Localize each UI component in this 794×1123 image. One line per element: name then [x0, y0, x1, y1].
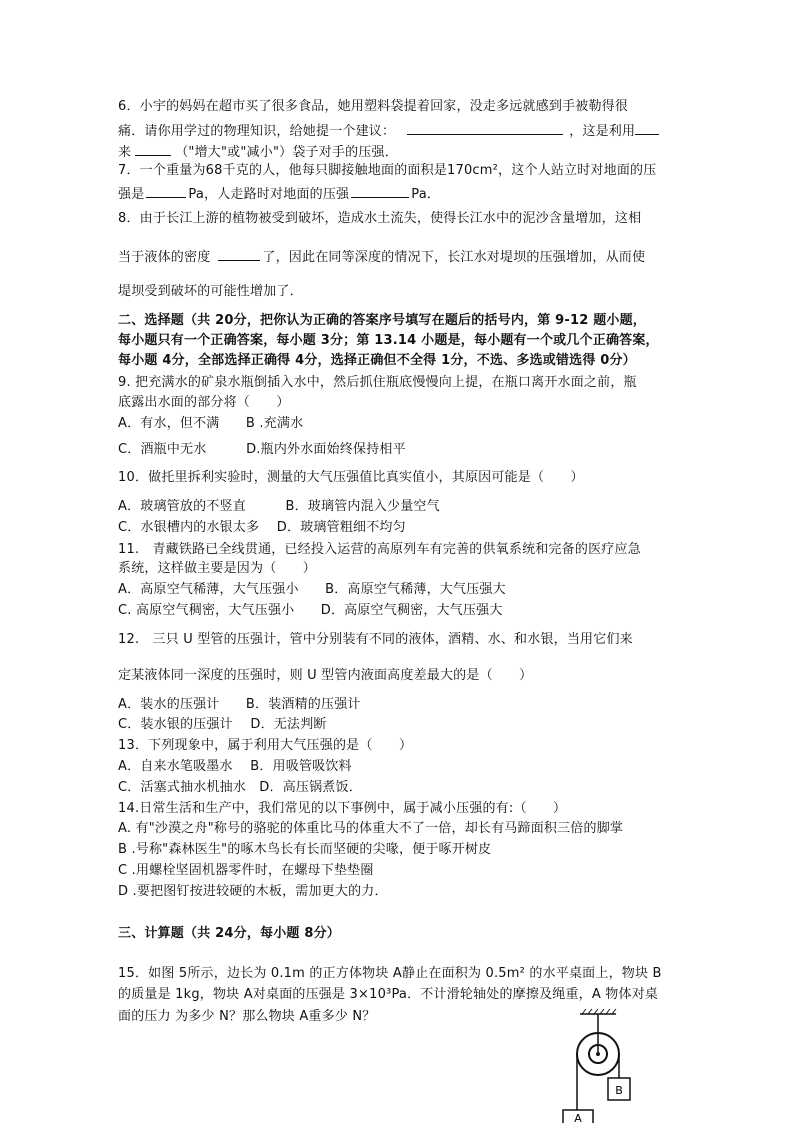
q9-options [118, 415, 688, 433]
q11-stem [118, 541, 688, 559]
q14-option: C .用螺栓坚固机器零件时，在螺母下垫垫圈 [118, 863, 374, 878]
block-a-label: A [574, 1112, 582, 1123]
q13-option: C．活塞式抽水机抽水 D．高压锅煮饭． [118, 780, 362, 795]
q14-stem [118, 800, 688, 818]
answer-blank[interactable] [218, 246, 260, 261]
section2-heading: 每小题只有一个正确答案，每小题 3分；第 13.14 小题是，每小题有一个或几个正确答案， [118, 333, 659, 348]
q8-text: 当于液体的密度 [118, 250, 211, 265]
q14-option-a [118, 820, 688, 838]
q7-text: Pa． [411, 187, 441, 202]
q14-option: B .号称"森林医生"的啄木鸟长有长而坚硬的尖喙，便于啄开树皮 [118, 842, 492, 857]
q10-options [118, 519, 688, 537]
q12-stem [118, 631, 688, 649]
q8-line-2 [118, 246, 688, 267]
q7-line-1 [118, 162, 688, 180]
q15-text: 面的压力 为多少 N？那么物块 A重多少 N？ [118, 1009, 376, 1024]
section3-title: 三、计算题（共 24分，每小题 8分） [118, 926, 340, 941]
q8-text: 了，因此在同等深度的情况下，长江水对堤坝的压强增加，从而使 [262, 250, 646, 265]
q7-text: Pa，人走路时对地面的压强 [188, 187, 350, 202]
answer-blank[interactable] [351, 183, 409, 198]
q6-text: ，这是利用 [569, 124, 636, 139]
q6-text: 来 [118, 145, 132, 160]
q14-option: D .要把图钉按进较硬的木板，需加更大的力． [118, 884, 388, 899]
q6-text: （"增大"或"减小"）袋子对手的压强． [175, 145, 398, 160]
q9-stem [118, 394, 688, 412]
answer-blank[interactable] [407, 120, 563, 135]
q9-text: 9. 把充满水的矿泉水瓶倒插入水中，然后抓住瓶底慢慢向上提，在瓶口离开水面之前，瓶 [118, 375, 637, 390]
q12-text: 12. 三只 U 型管的压强计，管中分别装有不同的液体，酒精、水、和水银，当用它们来 [118, 632, 633, 647]
q12-option: A．装水的压强计 B．装酒精的压强计 [118, 697, 361, 712]
q10-option: A．玻璃管放的不竖直 B．玻璃管内混入少量空气 [118, 499, 440, 514]
q13-stem [118, 737, 688, 755]
q12-option: C．装水银的压强计 D．无法判断 [118, 717, 327, 732]
q6-text: 痛．请你用学过的物理知识，给她提一个建议： [118, 124, 396, 139]
pulley-axle [596, 1052, 600, 1056]
q6-text: 6．小宇的妈妈在超市买了很多食品，她用塑料袋提着回家，没走多远就感到手被勒得很 [118, 99, 629, 114]
q11-options [118, 581, 688, 599]
q10-option: C．水银槽内的水银太多 D．玻璃管粗细不均匀 [118, 520, 406, 535]
answer-blank[interactable] [135, 141, 171, 156]
section2-heading: 每小题 4分，全部选择正确得 4分，选择正确但不全得 1分，不选、多选或错选得 0分） [118, 353, 636, 368]
q8-line-1 [118, 210, 688, 228]
q15-text: 15．如图 5所示，边长为 0.1m 的正方体物块 A静止在面积为 0.5m² 的水平桌面上，物块 B [118, 966, 662, 981]
q8-text: 堤坝受到破坏的可能性增加了． [118, 284, 303, 299]
q13-text: 13．下列现象中，属于利用大气压强的是（ ） [118, 738, 413, 753]
q14-option: A. 有"沙漠之舟"称号的骆驼的体重比马的体重大不了一倍，却长有马蹄面积三倍的脚掌 [118, 821, 624, 836]
q10-text: 10．做托里拆利实验时，测量的大气压强值比真实值小，其原因可能是（ ） [118, 470, 584, 485]
q6-line-3 [118, 141, 688, 162]
q10-stem [118, 469, 688, 487]
q7-text: 7．一个重量为68千克的人，他每只脚接触地面的面积是170cm²，这个人站立时对地面的压 [118, 163, 657, 178]
q12-options [118, 696, 688, 714]
q6-line-1 [118, 98, 688, 116]
q15-line-1 [118, 965, 688, 983]
q12-stem [118, 667, 688, 685]
q14-option-c [118, 862, 688, 880]
q11-option: C. 高原空气稠密，大气压强小 D．高原空气稠密，大气压强大 [118, 603, 503, 618]
pulley-diagram [558, 1008, 648, 1123]
section2-heading-line-1 [118, 312, 688, 330]
q15-line-2 [118, 986, 688, 1004]
q13-options [118, 758, 688, 776]
q8-text: 8．由于长江上游的植物被受到破坏，造成水土流失，使得长江水中的泥沙含量增加，这相 [118, 211, 642, 226]
block-b-label: B [615, 1084, 623, 1097]
answer-blank[interactable] [635, 120, 659, 135]
q11-stem [118, 560, 688, 578]
q14-option-d [118, 883, 688, 901]
q9-stem [118, 374, 688, 392]
section2-heading-line-2 [118, 332, 688, 350]
q12-options [118, 716, 688, 734]
q14-option-b [118, 841, 688, 859]
q13-option: A．自来水笔吸墨水 B．用吸管吸饮料 [118, 759, 352, 774]
q9-options [118, 441, 688, 459]
q7-text: 强是 [118, 187, 145, 202]
q12-text: 定某液体同一深度的压强时，则 U 型管内液面高度差最大的是（ ） [118, 668, 533, 683]
q11-options [118, 602, 688, 620]
section2-heading-line-3 [118, 352, 688, 370]
q9-option: A．有水，但不满 B .充满水 [118, 416, 304, 431]
q7-line-2 [118, 183, 688, 204]
answer-blank[interactable] [146, 183, 186, 198]
q11-text: 系统，这样做主要是因为（ ） [118, 561, 317, 576]
q14-text: 14.日常生活和生产中，我们常见的以下事例中，属于减小压强的有:（ ） [118, 801, 567, 816]
q9-text: 底露出水面的部分将（ ） [118, 395, 290, 410]
q13-options [118, 779, 688, 797]
section3-heading [118, 925, 688, 943]
q10-options [118, 498, 688, 516]
q15-text: 的质量是 1kg，物块 A对桌面的压强是 3×10³Pa．不计滑轮轴处的摩擦及绳重，A 物体对桌 [118, 987, 659, 1002]
q6-line-2 [118, 120, 688, 141]
ceiling-hatch [580, 1009, 616, 1014]
q9-option: C．酒瓶中无水 D.瓶内外水面始终保持相平 [118, 442, 406, 457]
section2-heading: 二、选择题（共 20分，把你认为正确的答案序号填写在题后的括号内，第 9-12 题小题， [118, 313, 647, 328]
q8-line-3 [118, 283, 688, 301]
q11-option: A．高原空气稀薄，大气压强小 B．高原空气稀薄，大气压强大 [118, 582, 506, 597]
q11-text: 11. 青藏铁路已全线贯通，已经投入运营的高原列车有完善的供氧系统和完备的医疗应急 [118, 542, 641, 557]
